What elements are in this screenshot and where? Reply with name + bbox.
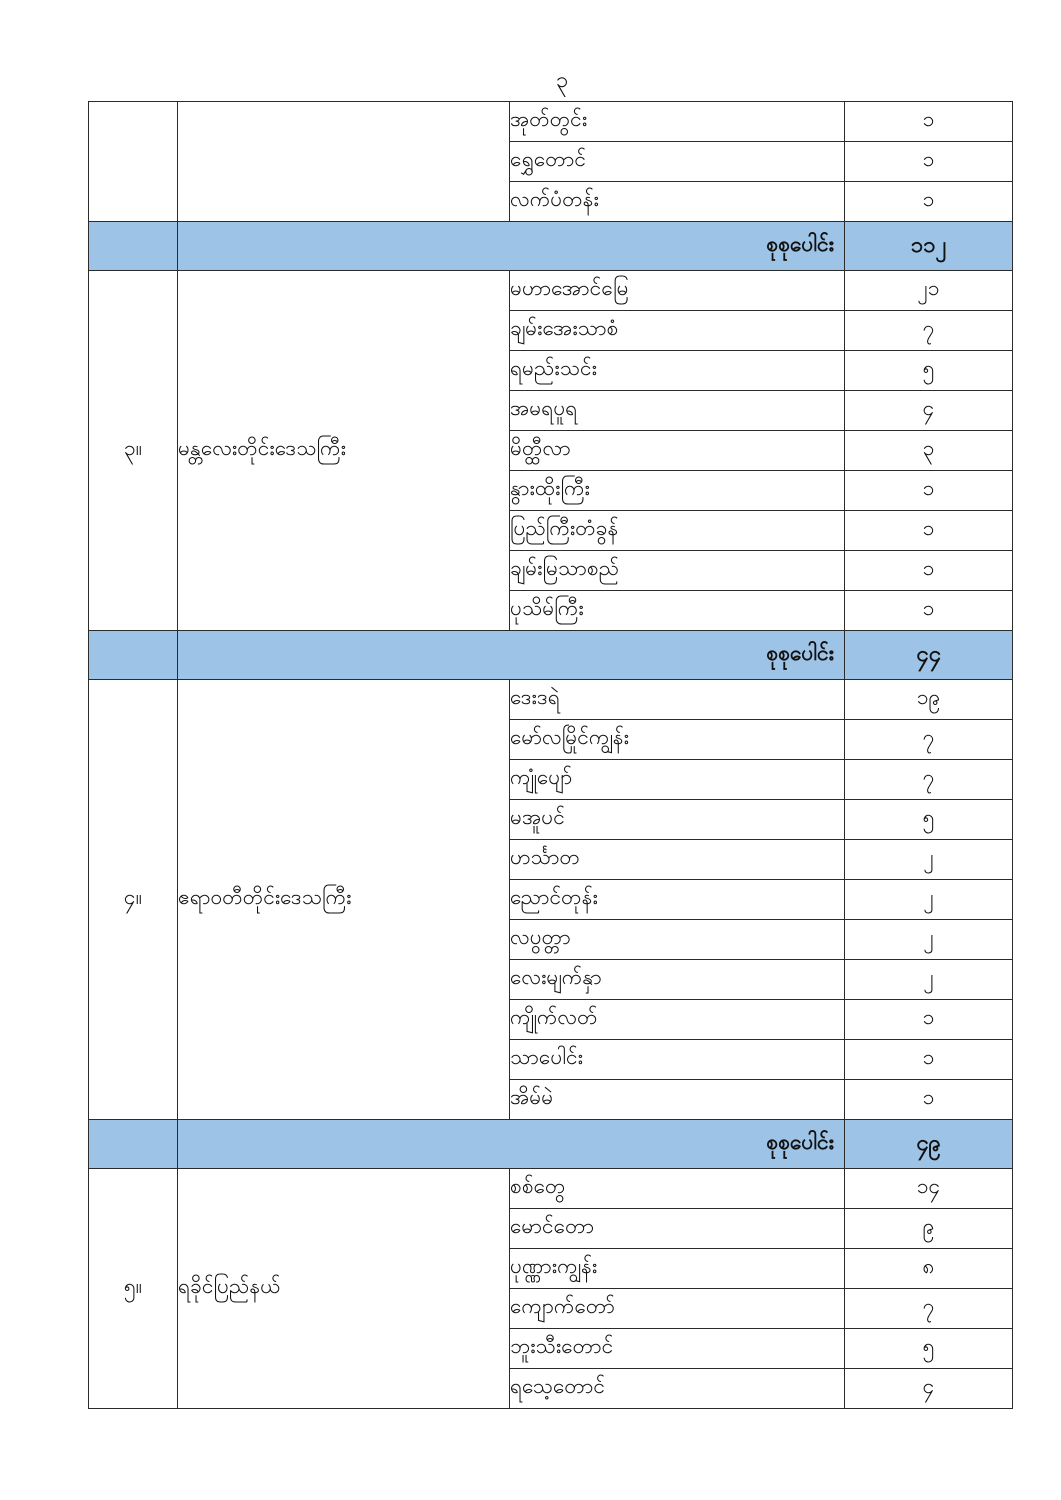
township-name: ဟင်္သာတ	[510, 840, 845, 880]
township-count: ၅	[845, 1329, 1013, 1369]
table-row	[89, 102, 1013, 142]
township-count: ၁	[845, 471, 1013, 511]
township-count-table	[88, 101, 1013, 1409]
total-value: ၄၉	[845, 1120, 1013, 1169]
township-name: ရမည်းသင်း	[510, 351, 845, 391]
section-number	[89, 102, 178, 222]
township-count: ၅	[845, 800, 1013, 840]
total-row-blank	[89, 631, 178, 680]
township-count: ၁	[845, 102, 1013, 142]
township-count: ၂	[845, 880, 1013, 920]
township-name: သာပေါင်း	[510, 1040, 845, 1080]
township-count: ၇	[845, 760, 1013, 800]
township-name: ဘူးသီးတောင်	[510, 1329, 845, 1369]
township-count: ၁	[845, 511, 1013, 551]
table-row	[89, 271, 1013, 311]
region-name: ဧရာဝတီတိုင်းဒေသကြီး	[178, 680, 510, 1120]
township-name: စစ်တွေ	[510, 1169, 845, 1209]
township-name: မိတ္ထီလာ	[510, 431, 845, 471]
township-count: ၇	[845, 311, 1013, 351]
section-number: ၄။	[89, 680, 178, 1120]
total-value: ၁၁၂	[845, 222, 1013, 271]
township-name: ရသေ့တောင်	[510, 1369, 845, 1409]
township-name: ကျောက်တော်	[510, 1289, 845, 1329]
township-count: ၇	[845, 1289, 1013, 1329]
page-number: ၃	[555, 68, 569, 93]
township-count: ၁	[845, 1000, 1013, 1040]
township-name: ပုသိမ်ကြီး	[510, 591, 845, 631]
township-name: ပြည်ကြီးတံခွန်	[510, 511, 845, 551]
township-count: ၉	[845, 1209, 1013, 1249]
total-row	[89, 1120, 1013, 1169]
township-count: ၂	[845, 960, 1013, 1000]
region-name	[178, 102, 510, 222]
township-count: ၅	[845, 351, 1013, 391]
total-label: စုစုပေါင်း	[178, 631, 845, 680]
township-name: ကျုံပျော်	[510, 760, 845, 800]
township-name: ကျိုက်လတ်	[510, 1000, 845, 1040]
township-name: လက်ပံတန်း	[510, 182, 845, 222]
township-count: ၁၉	[845, 680, 1013, 720]
township-name: ညောင်တုန်း	[510, 880, 845, 920]
total-value: ၄၄	[845, 631, 1013, 680]
township-name: အိမ်မဲ	[510, 1080, 845, 1120]
township-name: ချမ်းမြသာစည်	[510, 551, 845, 591]
township-count: ၁	[845, 1040, 1013, 1080]
township-name: နွားထိုးကြီး	[510, 471, 845, 511]
township-name: ရွှေတောင်	[510, 142, 845, 182]
township-name: ဒေးဒရဲ	[510, 680, 845, 720]
total-row-blank	[89, 1120, 178, 1169]
township-count: ၁	[845, 142, 1013, 182]
township-name: မအူပင်	[510, 800, 845, 840]
section-number: ၅။	[89, 1169, 178, 1409]
township-name: မော်လမြိုင်ကျွန်း	[510, 720, 845, 760]
table-row	[89, 680, 1013, 720]
township-name: မောင်တော	[510, 1209, 845, 1249]
total-label: စုစုပေါင်း	[178, 1120, 845, 1169]
township-name: လေးမျက်နှာ	[510, 960, 845, 1000]
total-label: စုစုပေါင်း	[178, 222, 845, 271]
total-row-blank	[89, 222, 178, 271]
township-name: လပွတ္တာ	[510, 920, 845, 960]
township-count: ၁	[845, 182, 1013, 222]
table-row	[89, 1169, 1013, 1209]
township-name: မဟာအောင်မြေ	[510, 271, 845, 311]
township-count: ၄	[845, 1369, 1013, 1409]
township-count: ၂၁	[845, 271, 1013, 311]
township-count: ၁	[845, 551, 1013, 591]
township-count: ၈	[845, 1249, 1013, 1289]
township-count: ၃	[845, 431, 1013, 471]
township-name: အမရပူရ	[510, 391, 845, 431]
township-count: ၁၄	[845, 1169, 1013, 1209]
section-number: ၃။	[89, 271, 178, 631]
township-count: ၁	[845, 1080, 1013, 1120]
total-row	[89, 631, 1013, 680]
township-count: ၁	[845, 591, 1013, 631]
township-name: အုတ်တွင်း	[510, 102, 845, 142]
township-name: ပုဏ္ဏားကျွန်း	[510, 1249, 845, 1289]
total-row	[89, 222, 1013, 271]
region-name: မန္တလေးတိုင်းဒေသကြီး	[178, 271, 510, 631]
region-name: ရခိုင်ပြည်နယ်	[178, 1169, 510, 1409]
township-count: ၇	[845, 720, 1013, 760]
township-count: ၂	[845, 840, 1013, 880]
township-name: ချမ်းအေးသာစံ	[510, 311, 845, 351]
township-count: ၂	[845, 920, 1013, 960]
township-count: ၄	[845, 391, 1013, 431]
